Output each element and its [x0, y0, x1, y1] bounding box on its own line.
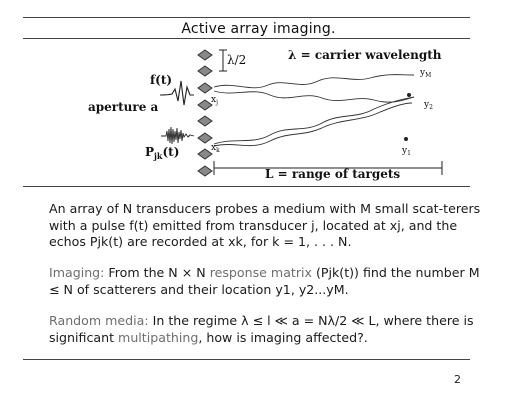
target-point: [407, 93, 411, 97]
slide-title: Active array imaging.: [181, 21, 336, 37]
transducer-element: [198, 166, 212, 176]
target-y2-label: $y_2$: [424, 100, 433, 111]
pulse-label: f(t): [150, 73, 173, 87]
imaging-paragraph: [49, 265, 484, 298]
transducer-element: [198, 50, 212, 60]
echo-waveform: [161, 127, 194, 144]
transducer-element: [198, 66, 212, 76]
multipathing-keyword: multipathing: [118, 329, 199, 345]
target-y1-label: $y_1$: [402, 146, 411, 157]
response-label: $P_{jk}(t)$: [145, 145, 180, 161]
intro-paragraph: An array of N transducers probes a medium with M small scat-terers with a pulse f(t) emitted from transducer j, located at xj, and the echos Pjk(t) are recorded at xk, for k = 1, . . . N.: [49, 201, 481, 249]
carrier-wavelength-label: λ = carrier wavelength: [288, 48, 442, 62]
target-point: [404, 137, 408, 141]
transducer-array: [198, 50, 212, 176]
top-rule: [23, 17, 470, 18]
transducer-element: [198, 83, 212, 93]
transducer-element: [198, 100, 212, 110]
xj-label: $x_j$: [211, 95, 218, 106]
imaging-keyword: Imaging:: [49, 265, 105, 280]
transducer-element: [198, 149, 212, 159]
transducer-element: [198, 116, 212, 126]
array-imaging-diagram: [0, 45, 517, 185]
response-matrix-keyword: response matrix: [209, 265, 312, 280]
diagram-rule: [23, 186, 470, 187]
imaging-text-2: (Pjk(t)) find the number M ≤ N of scatterers and their location y1, y2...yM.: [49, 265, 480, 297]
title-rule: [23, 38, 470, 39]
bottom-rule: [23, 359, 470, 360]
page-number: 2: [454, 373, 461, 386]
random-media-keyword: Random media:: [49, 313, 149, 328]
random-media-text-2: , how is imaging affected?.: [198, 329, 368, 345]
propagation-paths: [214, 75, 414, 146]
random-media-text-1: In the regime λ ≤ l ≪ a = Nλ/2 ≪ L, where there is significant: [49, 313, 474, 345]
imaging-text-1: From the N × N: [104, 265, 210, 280]
xk-label: $x_k$: [211, 143, 220, 154]
range-label: L = range of targets: [265, 167, 401, 181]
target-yM-label: $y_M$: [420, 68, 432, 79]
aperture-label: aperture a: [88, 100, 159, 114]
random-media-paragraph: [49, 313, 484, 346]
transducer-element: [198, 133, 212, 143]
lambda-half-label: λ/2: [227, 53, 247, 67]
